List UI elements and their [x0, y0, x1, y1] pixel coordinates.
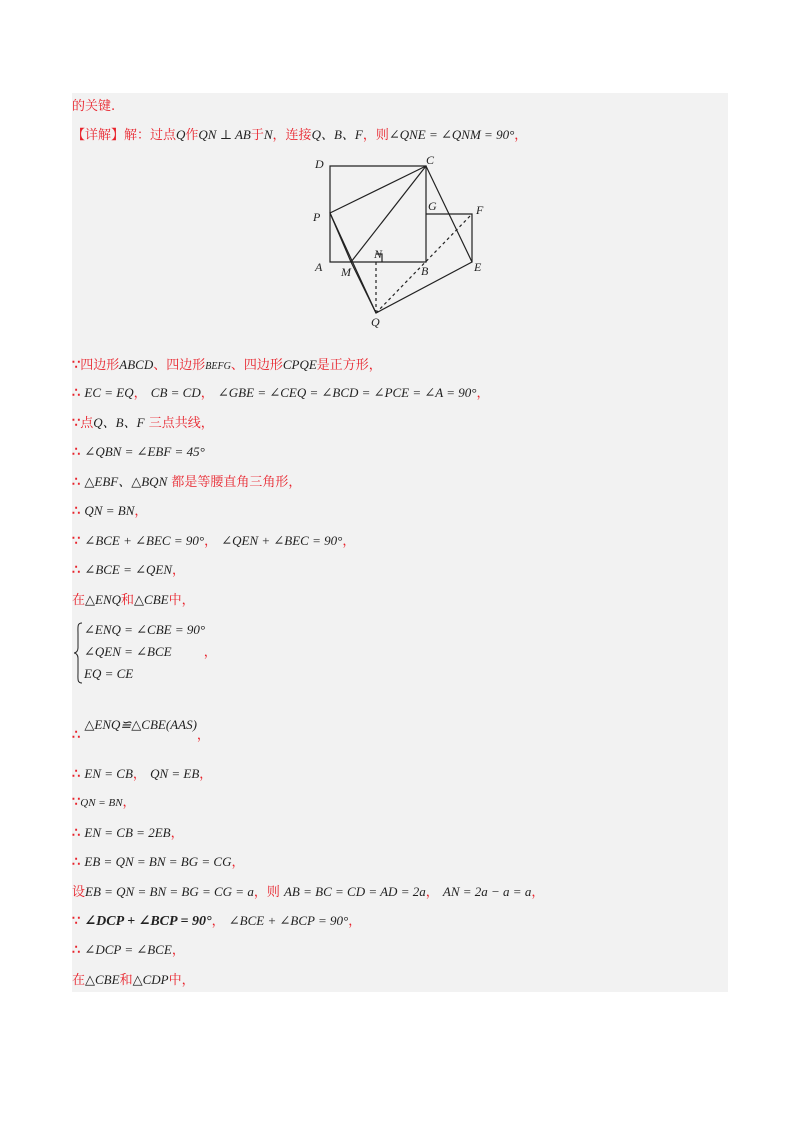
math: ∠BCE + ∠BEC = 90°	[84, 533, 205, 548]
text-line	[72, 533, 355, 550]
math: QN ⊥ AB	[198, 127, 251, 142]
left-brace	[73, 622, 83, 684]
math: AN = 2a − a = a	[442, 884, 532, 899]
text: ，	[204, 534, 218, 549]
math: △CBE	[85, 972, 120, 987]
therefore-symbol: ∴	[72, 855, 81, 870]
label-a: A	[315, 260, 323, 274]
math: EN = CB	[84, 766, 133, 781]
label-e: E	[474, 260, 482, 274]
text: ，	[231, 855, 245, 870]
math: △ENQ	[85, 592, 122, 607]
therefore-symbol: ∴	[72, 767, 81, 782]
text: 中，	[168, 973, 195, 988]
label-m: M	[341, 265, 351, 279]
text: ，	[348, 914, 362, 929]
text-line	[72, 357, 382, 375]
text: 作	[185, 128, 199, 143]
math: ∠QBN = ∠EBF = 45°	[84, 444, 205, 459]
text: ，	[196, 728, 210, 743]
text-line	[72, 717, 210, 743]
math: ∠ENQ = ∠CBE = 90°	[84, 622, 206, 637]
because-symbol: ∵	[72, 358, 81, 373]
because-symbol: ∵	[72, 534, 81, 549]
label-n: N	[374, 247, 383, 261]
square-cpqe	[330, 166, 472, 313]
segment-mq	[351, 262, 376, 313]
text: ，	[425, 885, 439, 900]
math: △CDP	[132, 972, 169, 987]
text: 和	[121, 593, 135, 608]
math: ∠BCE + ∠BCP = 90°	[228, 913, 349, 928]
text: ，则	[362, 128, 389, 143]
text: ，	[200, 386, 214, 401]
label-c: C	[426, 153, 435, 167]
segment-pm	[330, 213, 351, 262]
math: ∠QEN = ∠BCE	[84, 644, 172, 659]
text: 中，	[168, 593, 195, 608]
math: ABCD	[119, 357, 154, 372]
label-p: P	[313, 210, 321, 224]
text-line	[72, 415, 214, 432]
text: ，	[170, 826, 184, 841]
text: 、四边形	[153, 358, 206, 373]
math: △CBE	[134, 592, 169, 607]
text: ，	[172, 563, 186, 578]
text-line	[72, 913, 361, 930]
label-q: Q	[371, 315, 380, 329]
text-line	[72, 766, 212, 783]
text: 于	[250, 128, 264, 143]
therefore-symbol: ∴	[72, 445, 81, 460]
math: QN = BN	[80, 797, 123, 809]
text: ，	[476, 386, 490, 401]
text: 三点共线，	[148, 416, 214, 431]
math: ∠DCP = ∠BCE	[84, 942, 172, 957]
math: △EBF、△BQN	[84, 474, 168, 489]
text: 的关键.	[72, 99, 116, 114]
text: 点	[80, 416, 94, 431]
text: ，	[342, 534, 356, 549]
because-symbol: ∵	[72, 914, 81, 929]
text: ，	[122, 795, 136, 810]
text: 在	[72, 593, 86, 608]
segment-cm	[351, 166, 426, 262]
text: ，	[514, 128, 528, 143]
math: EB = QN = BN = BG = CG	[84, 854, 232, 869]
math: ∠BCE = ∠QEN	[84, 562, 173, 577]
system-equation	[84, 622, 205, 639]
text-line	[72, 884, 544, 901]
math: ∠DCP + ∠BCP = 90°	[84, 914, 212, 929]
math: EB = QN = BN = BG = CG = a	[85, 884, 254, 899]
math: N	[263, 127, 273, 142]
math: CB = CD	[150, 385, 201, 400]
because-symbol: ∵	[72, 416, 81, 431]
text-line	[72, 503, 147, 520]
text-line	[72, 825, 184, 842]
text: ，	[171, 943, 185, 958]
text: 是正方形，	[316, 358, 382, 373]
text: ，	[132, 767, 146, 782]
text-line	[72, 942, 185, 959]
text-line	[72, 99, 115, 115]
system-equation	[84, 644, 217, 661]
math: EQ = CE	[84, 666, 134, 681]
text: ，连接	[272, 128, 312, 143]
text-line	[72, 127, 527, 144]
text: 都是等腰直角三角形，	[171, 475, 302, 490]
math: ∠GBE = ∠CEQ = ∠BCD = ∠PCE = ∠A = 90°	[217, 385, 477, 400]
text: ，	[211, 914, 225, 929]
label-g: G	[428, 199, 437, 213]
math: QN = EB	[150, 766, 200, 781]
text: ，	[203, 645, 217, 660]
math: CPQE	[282, 357, 317, 372]
therefore-symbol: ∴	[72, 563, 81, 578]
math: Q、B、F	[311, 127, 363, 142]
text-line	[72, 474, 301, 491]
therefore-symbol: ∴	[72, 386, 81, 401]
math: △ENQ≌△CBE(AAS)	[84, 717, 197, 732]
system-equation	[84, 666, 133, 683]
geometry-figure	[305, 150, 505, 330]
text: ，则	[253, 885, 280, 900]
text: 和	[119, 973, 133, 988]
label-b: B	[421, 264, 429, 278]
because-symbol: ∵	[72, 795, 81, 810]
therefore-symbol: ∴	[72, 728, 81, 743]
math: Q、B、F	[93, 415, 145, 430]
therefore-symbol: ∴	[72, 826, 81, 841]
therefore-symbol: ∴	[72, 475, 81, 490]
math: ∠QNE = ∠QNM = 90°	[388, 127, 515, 142]
text: 四边形	[80, 358, 120, 373]
text: ，	[134, 504, 148, 519]
math: BEFG	[205, 361, 231, 372]
text-line	[72, 562, 185, 579]
math: ∠QEN + ∠BEC = 90°	[221, 533, 343, 548]
text: 、四边形	[230, 358, 283, 373]
text: 【详解】解：过点	[72, 128, 177, 143]
math: AB = BC = CD = AD = 2a	[283, 884, 426, 899]
text: ，	[199, 767, 213, 782]
label-d: D	[315, 157, 324, 171]
text: ，	[133, 386, 147, 401]
text-line	[72, 385, 489, 402]
therefore-symbol: ∴	[72, 504, 81, 519]
text: ，	[531, 885, 545, 900]
math: EC = EQ	[84, 385, 134, 400]
therefore-symbol: ∴	[72, 943, 81, 958]
math: Q	[176, 127, 186, 142]
label-f: F	[476, 203, 484, 217]
math: EN = CB = 2EB	[84, 825, 171, 840]
math: QN = BN	[84, 503, 135, 518]
text-line	[72, 592, 195, 609]
text-line	[72, 854, 244, 871]
text-line	[72, 972, 195, 989]
text: 在	[72, 973, 86, 988]
text: 设	[72, 885, 86, 900]
text-line	[72, 444, 205, 461]
text-line	[72, 795, 136, 811]
